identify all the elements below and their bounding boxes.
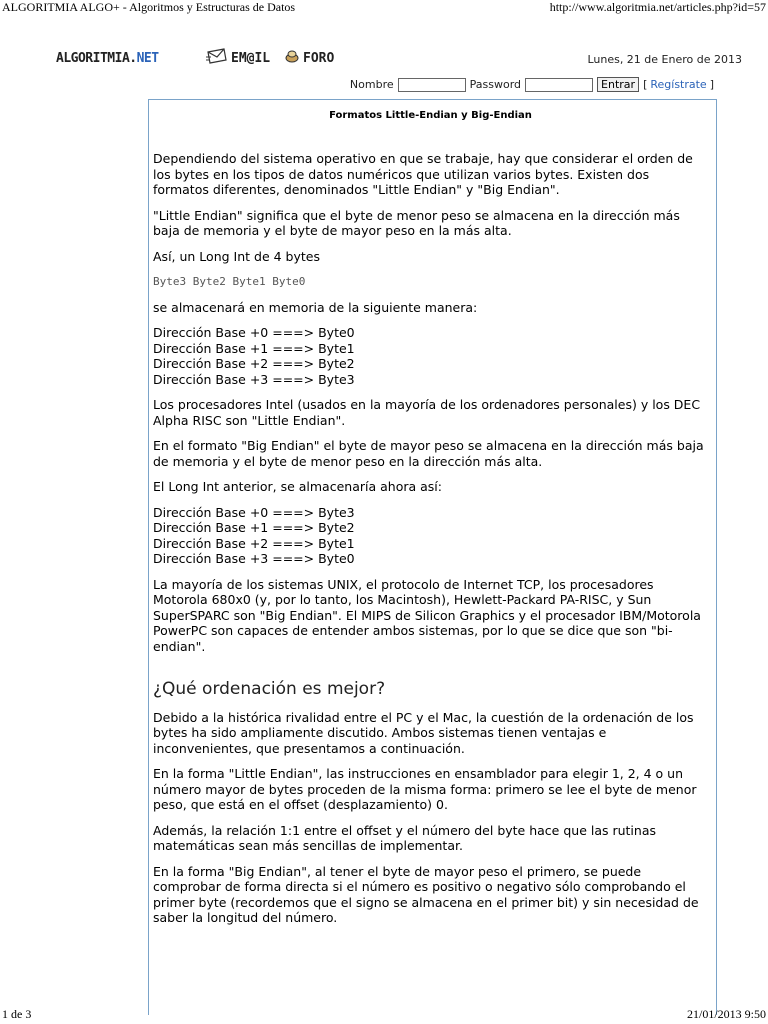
article-paragraph: Además, la relación 1:1 entre el offset y el número del byte hace que las rutinas matemáticas sean más sencillas de implementar. — [153, 822, 657, 853]
login-button[interactable]: Entrar — [597, 77, 639, 92]
article-paragraph: El Long Int anterior, se almacenaría ahora así: — [153, 479, 442, 494]
login-form — [350, 77, 714, 92]
big-endian-layout — [153, 505, 708, 567]
logo-text-net: NET — [136, 51, 159, 66]
memory-line: Dirección Base +3 ===> Byte0 — [153, 551, 355, 566]
memory-line: Dirección Base +0 ===> Byte3 — [153, 504, 355, 520]
article-container — [148, 99, 717, 1015]
article-paragraph: Dependiendo del sistema operativo en que se trabaje, hay que considerar el orden de los bytes en los tipos de datos numéricos que utilizan varios bytes. Existen dos formatos diferentes, denominados "Little Endian" y "Big Endian". — [153, 151, 693, 197]
bracket-close: ] — [709, 78, 714, 91]
article-paragraph: Los procesadores Intel (usados en la mayoría de los ordenadores personales) y los DEC Alpha RISC son "Little Endian". — [153, 397, 701, 428]
envelope-icon — [206, 48, 228, 68]
print-header — [0, 0, 768, 16]
bracket-open: [ — [643, 78, 648, 91]
print-header-url: http://www.algoritmia.net/articles.php?id=57 — [549, 0, 766, 14]
memory-line: Dirección Base +1 ===> Byte1 — [153, 340, 355, 356]
print-timestamp: 21/01/2013 9:50 — [686, 1007, 766, 1021]
password-input[interactable] — [525, 78, 593, 92]
email-label: EM@IL — [231, 50, 271, 66]
print-header-title: ALGORITMIA ALGO+ - Algoritmos y Estructuras de Datos — [2, 0, 296, 14]
code-sample: Byte3 Byte2 Byte1 Byte0 — [153, 275, 306, 288]
memory-line: Dirección Base +2 ===> Byte1 — [153, 535, 355, 551]
memory-line: Dirección Base +2 ===> Byte2 — [153, 356, 355, 371]
article-paragraph: se almacenará en memoria de la siguiente manera: — [153, 299, 478, 315]
foro-link[interactable] — [284, 48, 334, 68]
article-paragraph: En la forma "Big Endian", al tener el byte de mayor peso el primero, se puede comprobar de forma directa si el número es positivo o negativo sólo comprobando el primer byte (recordemos que el signo se almacena en el primer bit) y sin necesidad de saber la longitud del número. — [153, 863, 699, 925]
username-label: Nombre — [349, 78, 394, 91]
article-paragraph: Debido a la histórica rivalidad entre el PC y el Mac, la cuestión de la ordenación de los bytes ha sido ampliamente discutido. Ambos sistemas tienen ventajas e inconvenientes, que presentamos a continuación. — [153, 709, 694, 756]
article-paragraph: En el formato "Big Endian" el byte de mayor peso se almacena en la dirección más baja de memoria y el byte de menor peso en la dirección más alta. — [153, 438, 704, 469]
username-input[interactable] — [398, 78, 466, 92]
logo-text-main: ALGORITMIA. — [56, 51, 137, 66]
foro-label: FORO — [303, 50, 335, 66]
article-body — [153, 151, 708, 926]
forum-icon — [284, 48, 300, 68]
article-paragraph: "Little Endian" significa que el byte de menor peso se almacena en la dirección más baja de memoria y el byte de mayor peso en la más alta. — [153, 207, 680, 238]
page-counter: 1 de 3 — [2, 1007, 32, 1021]
current-date: Lunes, 21 de Enero de 2013 — [587, 53, 742, 66]
email-link[interactable] — [206, 48, 270, 68]
password-label: Password — [469, 78, 522, 91]
article-paragraph: La mayoría de los sistemas UNIX, el protocolo de Internet TCP, los procesadores Motorola 680x0 (y, por lo tanto, los Macintosh), Hewlett-Packard PA-RISC, y Sun SuperSPARC son "Big Endian". El MIPS de Silicon Graphics y el procesador IBM/Motorola PowerPC son capaces de entender ambos sistemas, por lo que se dice que son "bi-endian". — [153, 576, 701, 654]
article-paragraph: Así, un Long Int de 4 bytes — [153, 248, 320, 264]
register-link[interactable]: Regístrate — [650, 78, 707, 91]
memory-line: Dirección Base +3 ===> Byte3 — [153, 371, 355, 387]
section-heading: ¿Qué ordenación es mejor? — [153, 679, 386, 699]
little-endian-layout — [153, 325, 708, 387]
site-logo[interactable] — [56, 51, 159, 66]
memory-line: Dirección Base +0 ===> Byte0 — [153, 325, 355, 340]
memory-line: Dirección Base +1 ===> Byte2 — [153, 520, 355, 535]
article-paragraph: En la forma "Little Endian", las instrucciones en ensamblador para elegir 1, 2, 4 o un número mayor de bytes proceden de la misma forma: primero se lee el byte de menor peso, que está en el offset (desplazamiento) 0. — [153, 766, 697, 812]
article-title: Formatos Little-Endian y Big-Endian — [329, 110, 532, 121]
print-footer — [0, 1007, 768, 1023]
